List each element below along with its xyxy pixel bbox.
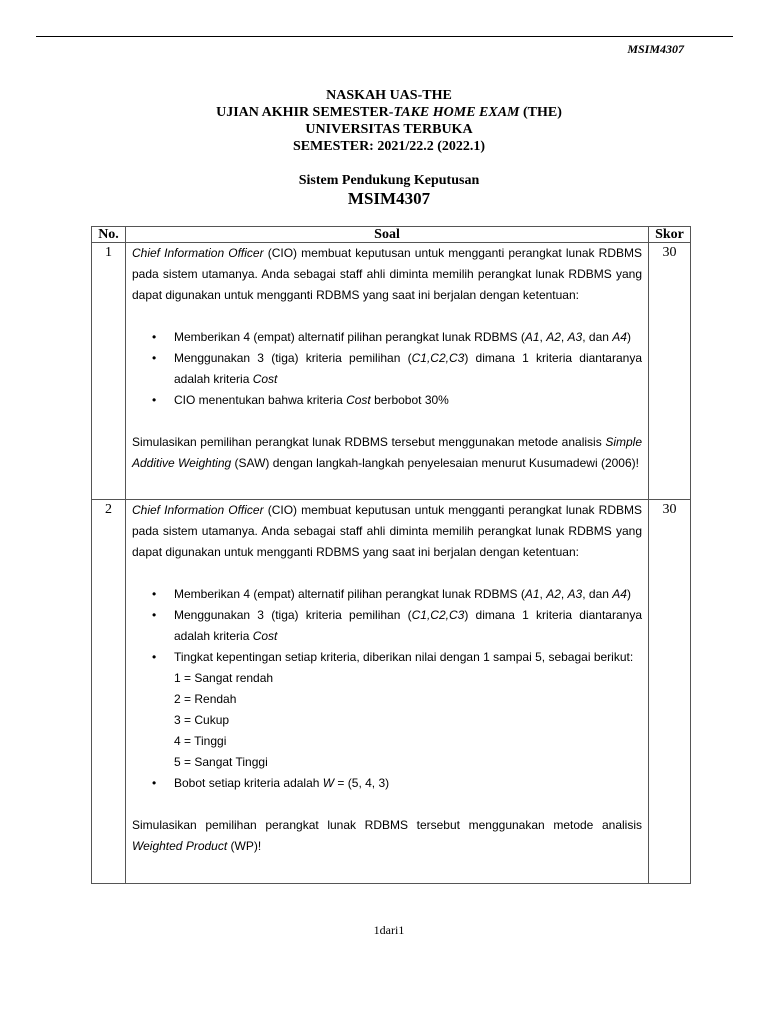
question-intro: Chief Information Officer (CIO) membuat keputusan untuk mengganti perangkat lunak RDBMS pada sistem utamanya. Anda sebagai staff ahli diminta memilih perangkat lunak RDBMS yang dapat digunakan untuk mengganti RDBMS yang saat ini berjalan dengan ketentuan:	[132, 246, 642, 302]
list-item: • Bobot setiap kriteria adalah W = (5, 4, 3)	[174, 773, 642, 794]
subject-name: Sistem Pendukung Keputusan	[298, 173, 480, 188]
title-line-3: UNIVERSITAS TERBUKA	[305, 122, 473, 137]
bullet-icon: •	[152, 393, 157, 407]
table-row	[92, 243, 691, 500]
question-instruction: Simulasikan pemilihan perangkat lunak RDBMS tersebut menggunakan metode analisis Weighted Product (WP)!	[132, 818, 642, 853]
condition-list	[132, 327, 642, 411]
question-score: 30	[649, 243, 691, 500]
list-item: • Tingkat kepentingan setiap kriteria, diberikan nilai dengan 1 sampai 5, sebagai berikut: 1 = Sangat rendah 2 = Rendah 3 = Cukup 4 = Tinggi 5 = Sangat Tinggi	[174, 647, 642, 773]
scale-item: 1 = Sangat rendah	[174, 671, 274, 685]
list-item: • Memberikan 4 (empat) alternatif pilihan perangkat lunak RDBMS (A1, A2, A3, dan A4)	[174, 584, 642, 605]
question-text	[126, 243, 649, 500]
table-header-row	[92, 227, 691, 243]
bullet-icon: •	[152, 351, 157, 365]
scale-item: 5 = Sangat Tinggi	[174, 755, 268, 769]
header-rule	[36, 36, 733, 37]
column-header-skor: Skor	[649, 227, 691, 243]
scale-item: 2 = Rendah	[174, 692, 237, 706]
scale-item: 4 = Tinggi	[174, 734, 227, 748]
list-item: • Menggunakan 3 (tiga) kriteria pemilihan (C1,C2,C3) dimana 1 kriteria diantaranya adalah kriteria Cost	[174, 605, 642, 647]
column-header-soal: Soal	[126, 227, 649, 243]
scale-item: 3 = Cukup	[174, 713, 230, 727]
header-course-code: MSIM4307	[627, 42, 684, 56]
subject-code: MSIM4307	[347, 189, 431, 208]
title-line-4: SEMESTER: 2021/22.2 (2022.1)	[292, 139, 486, 154]
bullet-icon: •	[152, 608, 157, 622]
question-score: 30	[649, 500, 691, 884]
question-instruction: Simulasikan pemilihan perangkat lunak RDBMS tersebut menggunakan metode analisis Simple Additive Weighting (SAW) dengan langkah-langkah penyelesaian menurut Kusumadewi (2006)!	[132, 435, 642, 470]
list-item: • CIO menentukan bahwa kriteria Cost berbobot 30%	[174, 390, 642, 411]
question-number: 1	[92, 243, 126, 500]
page-number: 1dari1	[373, 923, 405, 937]
bullet-icon: •	[152, 587, 157, 601]
table-row	[92, 500, 691, 884]
list-item: • Menggunakan 3 (tiga) kriteria pemilihan (C1,C2,C3) dimana 1 kriteria diantaranya adalah kriteria Cost	[174, 348, 642, 390]
question-intro: Chief Information Officer (CIO) membuat keputusan untuk mengganti perangkat lunak RDBMS pada sistem utamanya. Anda sebagai staff ahli diminta memilih perangkat lunak RDBMS yang dapat digunakan untuk mengganti RDBMS yang saat ini berjalan dengan ketentuan:	[132, 503, 642, 559]
question-table	[91, 226, 691, 884]
list-item: • Memberikan 4 (empat) alternatif pilihan perangkat lunak RDBMS (A1, A2, A3, dan A4)	[174, 327, 642, 348]
bullet-icon: •	[152, 330, 157, 344]
bullet-icon: •	[152, 650, 157, 664]
question-text	[126, 500, 649, 884]
bullet-icon: •	[152, 776, 157, 790]
title-line-2: UJIAN AKHIR SEMESTER-TAKE HOME EXAM (THE)	[216, 105, 562, 120]
exam-title	[0, 87, 768, 155]
condition-list	[132, 584, 642, 794]
title-line-1: NASKAH UAS-THE	[326, 88, 452, 103]
question-number: 2	[92, 500, 126, 884]
column-header-no: No.	[92, 227, 126, 243]
